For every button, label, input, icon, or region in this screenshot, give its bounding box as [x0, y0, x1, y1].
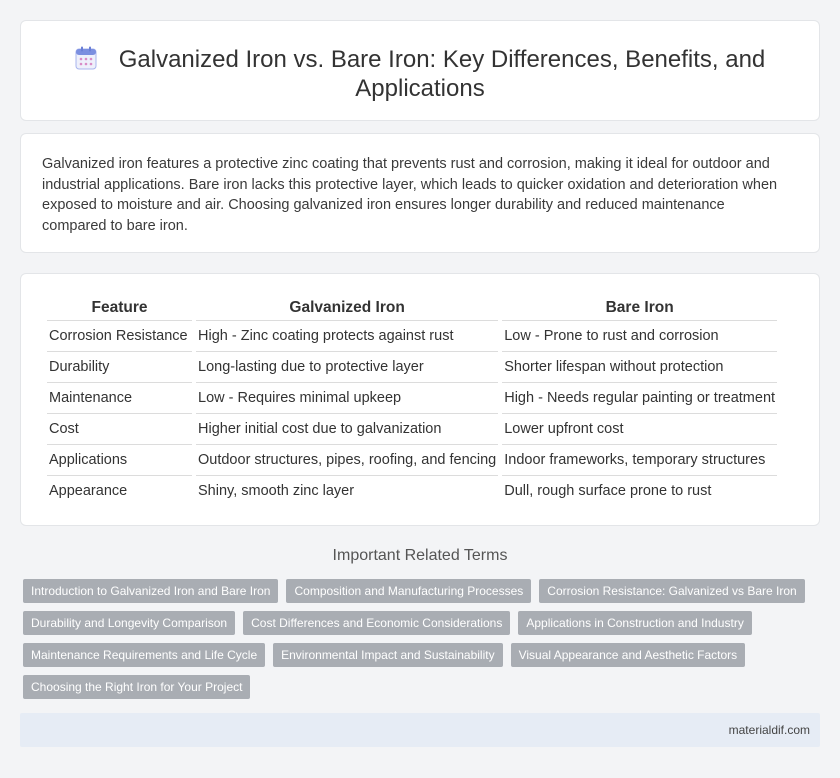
galvanized-cell: Outdoor structures, pipes, roofing, and fencing: [196, 444, 498, 475]
related-terms-tags: [23, 579, 823, 707]
table-header-row: [47, 296, 777, 320]
table-row: [47, 444, 777, 475]
intro-card: [20, 133, 820, 253]
calendar-icon: [75, 46, 97, 70]
tag-link[interactable]: Choosing the Right Iron for Your Project: [23, 675, 250, 699]
table-row: [47, 413, 777, 444]
tag-link[interactable]: Maintenance Requirements and Life Cycle: [23, 643, 265, 667]
galvanized-cell: Long-lasting due to protective layer: [196, 351, 498, 382]
tag-row: [23, 675, 823, 699]
comparison-card: [20, 273, 820, 526]
feature-cell: Appearance: [47, 475, 192, 506]
tag-link[interactable]: Composition and Manufacturing Processes: [286, 579, 531, 603]
page-title: Galvanized Iron vs. Bare Iron: Key Differences, Benefits, and Applications: [118, 46, 766, 102]
bare-cell: Shorter lifespan without protection: [502, 351, 777, 382]
tag-link[interactable]: Introduction to Galvanized Iron and Bare Iron: [23, 579, 278, 603]
header-bare-iron: Bare Iron: [605, 299, 674, 316]
bare-cell: Lower upfront cost: [502, 413, 777, 444]
galvanized-cell: High - Zinc coating protects against rust: [196, 320, 498, 351]
galvanized-cell: Low - Requires minimal upkeep: [196, 382, 498, 413]
footer-bar: [20, 713, 820, 747]
tag-row: [23, 579, 823, 603]
feature-cell: Applications: [47, 444, 192, 475]
tag-link[interactable]: Environmental Impact and Sustainability: [273, 643, 502, 667]
tag-link[interactable]: Corrosion Resistance: Galvanized vs Bare Iron: [539, 579, 804, 603]
table-row: [47, 475, 777, 506]
related-terms-title: Important Related Terms: [332, 547, 508, 564]
galvanized-cell: Shiny, smooth zinc layer: [196, 475, 498, 506]
header-feature: Feature: [91, 299, 148, 316]
feature-cell: Corrosion Resistance: [47, 320, 192, 351]
comparison-table: [43, 296, 781, 506]
tag-row: [23, 643, 823, 667]
table-row: [47, 351, 777, 382]
tag-link[interactable]: Durability and Longevity Comparison: [23, 611, 235, 635]
bare-cell: Low - Prone to rust and corrosion: [502, 320, 777, 351]
bare-cell: Dull, rough surface prone to rust: [502, 475, 777, 506]
bare-cell: Indoor frameworks, temporary structures: [502, 444, 777, 475]
tag-link[interactable]: Visual Appearance and Aesthetic Factors: [511, 643, 746, 667]
feature-cell: Maintenance: [47, 382, 192, 413]
bare-cell: High - Needs regular painting or treatment: [502, 382, 777, 413]
intro-paragraph: Galvanized iron features a protective zinc coating that prevents rust and corrosion, making it ideal for outdoor and industrial applications. Bare iron lacks this protective layer, which leads to quicker oxidation and deterioration when exposed to moisture and air. Choosing galvanized iron ensures longer durability and reduced maintenance compared to bare iron.: [42, 156, 778, 234]
page-title-wrap: [21, 45, 819, 103]
tag-link[interactable]: Cost Differences and Economic Considerations: [243, 611, 510, 635]
galvanized-cell: Higher initial cost due to galvanization: [196, 413, 498, 444]
feature-cell: Durability: [47, 351, 192, 382]
table-row: [47, 382, 777, 413]
table-row: [47, 320, 777, 351]
footer-site-link[interactable]: materialdif.com: [728, 723, 810, 737]
header-galvanized-iron: Galvanized Iron: [289, 299, 405, 316]
title-card: [20, 20, 820, 121]
feature-cell: Cost: [47, 413, 192, 444]
tag-link[interactable]: Applications in Construction and Industry: [518, 611, 751, 635]
tag-row: [23, 611, 823, 635]
